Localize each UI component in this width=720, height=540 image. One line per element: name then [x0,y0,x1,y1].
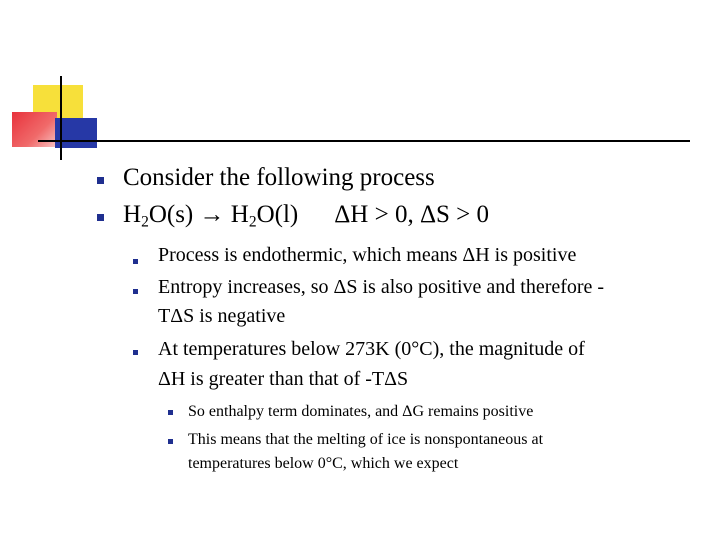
sub-bullet-entropy-line2: TΔS is negative [158,305,286,327]
right-arrow-icon: → [199,201,225,228]
sub-bullet-endothermic: Process is endothermic, which means ΔH is positive [158,244,577,266]
sub-sub-bullet-melting-line2: temperatures below 0°C, which we expect [188,455,459,472]
sub-sub-bullet-melting-line1: This means that the melting of ice is nonspontaneous at [188,431,544,448]
sub-sub-bullet-enthalpy: So enthalpy term dominates, and ΔG remains positive [188,403,534,420]
sub-bullet-temperature-line1: At temperatures below 273K (0°C), the magnitude of [158,338,585,360]
title-divider-line [38,140,690,142]
square-bullet-icon [97,214,104,221]
square-bullet-icon [168,439,173,444]
bullet-consider-process: Consider the following process [123,164,435,191]
decor-vertical-line [60,76,62,160]
sub-bullet-temperature-line2: ΔH is greater than that of -TΔS [158,368,409,390]
square-bullet-icon [133,289,138,294]
square-bullet-icon [168,410,173,415]
bullet-reaction-equation: $H_2O(s) \to H_2O(l) \Delta H > 0$, ΔS > 0 [123,201,490,231]
square-bullet-icon [97,177,104,184]
sub-bullet-entropy-line1: Entropy increases, so ΔS is also positive and therefore - [158,276,605,298]
reaction-conditions: ΔH > 0, ΔS > 0 [334,201,490,228]
square-bullet-icon [133,259,138,264]
square-bullet-icon [133,350,138,355]
